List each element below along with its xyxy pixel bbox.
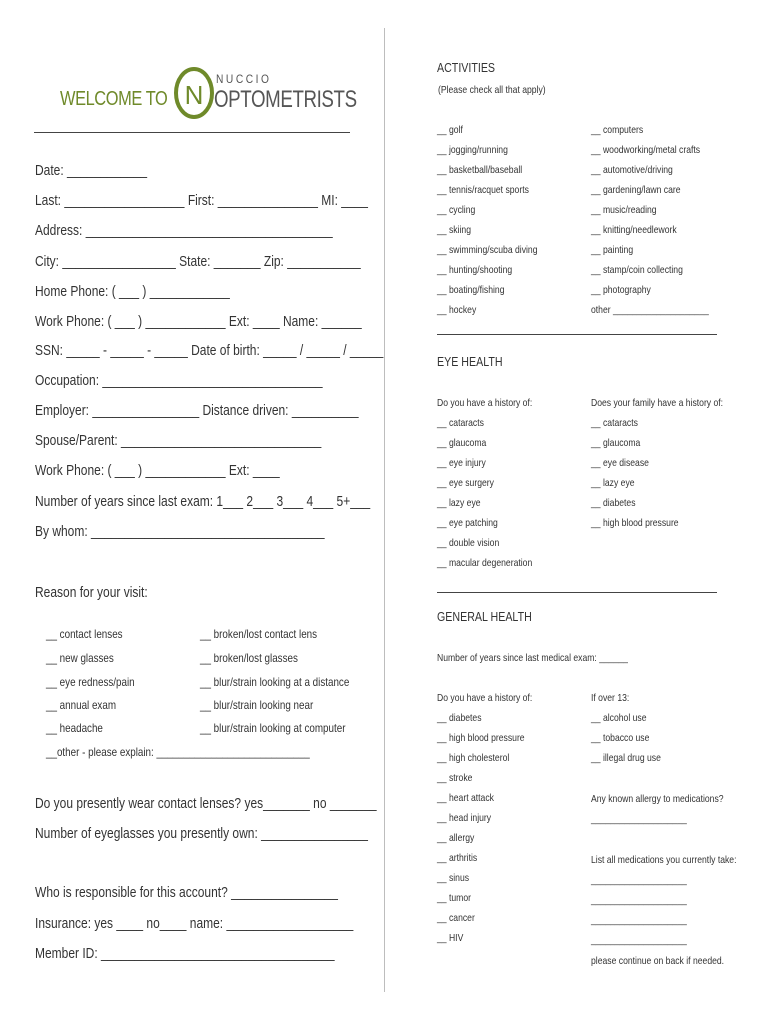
health-history-item[interactable]: __ stroke <box>437 772 473 784</box>
activities-note: (Please check all that apply) <box>438 84 546 96</box>
activity-item[interactable]: __ automotive/driving <box>591 164 673 176</box>
activity-item[interactable]: __ hockey <box>437 304 477 316</box>
logo-welcome-text: WELCOME TO <box>60 88 168 110</box>
spouse-work-phone-field[interactable]: Work Phone: ( ___ ) ____________ Ext: ____ <box>35 462 280 479</box>
activity-item[interactable]: __ skiing <box>437 224 471 236</box>
activities-heading: ACTIVITIES <box>437 60 496 75</box>
section-rule <box>437 592 717 593</box>
over-13-item[interactable]: __ tobacco use <box>591 732 650 744</box>
health-history-item[interactable]: __ HIV <box>437 932 464 944</box>
medications-field[interactable]: ____________________ <box>591 874 687 886</box>
activity-item[interactable]: __ swimming/scuba diving <box>437 244 538 256</box>
header-rule <box>34 132 350 133</box>
general-health-heading: GENERAL HEALTH <box>437 609 532 624</box>
spouse-parent-field[interactable]: Spouse/Parent: ______________________________ <box>35 432 322 449</box>
activity-other-field[interactable]: other ____________________ <box>591 304 709 316</box>
health-history-item[interactable]: __ head injury <box>437 812 492 824</box>
eye-history-heading: Do you have a history of: <box>437 397 533 409</box>
health-history-item[interactable]: __ tumor <box>437 892 471 904</box>
by-whom-field[interactable]: By whom: ___________________________________ <box>35 523 325 540</box>
activity-item[interactable]: __ music/reading <box>591 204 657 216</box>
reason-item[interactable]: __ contact lenses <box>46 627 123 641</box>
activity-item[interactable]: __ painting <box>591 244 634 256</box>
health-history-item[interactable]: __ high cholesterol <box>437 752 510 764</box>
medications-field[interactable]: ____________________ <box>591 934 687 946</box>
health-history-item[interactable]: __ high blood pressure <box>437 732 525 744</box>
activity-item[interactable]: __ woodworking/metal crafts <box>591 144 701 156</box>
family-eye-history-item[interactable]: __ cataracts <box>591 417 638 429</box>
reason-item[interactable]: __ eye redness/pain <box>46 675 135 689</box>
eye-history-item[interactable]: __ double vision <box>437 537 500 549</box>
activity-item[interactable]: __ golf <box>437 124 463 136</box>
work-phone-field[interactable]: Work Phone: ( ___ ) ____________ Ext: ____ Name: ______ <box>35 313 362 330</box>
medications-field[interactable]: ____________________ <box>591 894 687 906</box>
medications-field[interactable]: ____________________ <box>591 914 687 926</box>
eye-history-item[interactable]: __ macular degeneration <box>437 557 533 569</box>
reason-item[interactable]: __ annual exam <box>46 698 117 712</box>
over-13-item[interactable]: __ illegal drug use <box>591 752 661 764</box>
family-eye-history-item[interactable]: __ diabetes <box>591 497 636 509</box>
activity-item[interactable]: __ cycling <box>437 204 476 216</box>
reason-heading: Reason for your visit: <box>35 584 148 601</box>
section-rule <box>437 334 717 335</box>
logo-nuccio-text: NUCCIO <box>216 72 272 86</box>
eye-history-item[interactable]: __ cataracts <box>437 417 484 429</box>
reason-item[interactable]: __ new glasses <box>46 651 114 665</box>
eyeglasses-count-field[interactable]: Number of eyeglasses you presently own: ________________ <box>35 825 368 842</box>
medications-question: List all medications you currently take: <box>591 854 737 866</box>
ssn-dob-fields[interactable]: SSN: _____ - _____ - _____ Date of birth: _____ / _____ / _____ <box>35 342 384 359</box>
eye-history-item[interactable]: __ lazy eye <box>437 497 481 509</box>
city-state-zip-fields[interactable]: City: _________________ State: _______ Zip: ___________ <box>35 253 361 270</box>
allergy-question: Any known allergy to medications? <box>591 793 724 805</box>
reason-item[interactable]: __ broken/lost contact lens <box>200 627 318 641</box>
continue-note: please continue on back if needed. <box>591 955 725 967</box>
health-history-item[interactable]: __ allergy <box>437 832 475 844</box>
employer-field[interactable]: Employer: ________________ Distance driven: __________ <box>35 402 359 419</box>
health-history-item[interactable]: __ cancer <box>437 912 475 924</box>
member-id-field[interactable]: Member ID: ___________________________________ <box>35 945 335 962</box>
reason-item[interactable]: __ blur/strain looking near <box>200 698 314 712</box>
eye-history-item[interactable]: __ glaucoma <box>437 437 487 449</box>
activity-item[interactable]: __ boating/fishing <box>437 284 505 296</box>
allergy-field[interactable]: ____________________ <box>591 813 687 825</box>
column-divider <box>384 28 385 992</box>
name-fields[interactable]: Last: __________________ First: _______________ MI: ____ <box>35 192 368 209</box>
logo-optometrists-text: OPTOMETRISTS <box>214 86 357 113</box>
reason-other-field[interactable]: __other - please explain: ____________________________ <box>46 745 310 759</box>
years-since-exam-field[interactable]: Number of years since last exam: 1___ 2___ 3___ 4___ 5+___ <box>35 493 371 510</box>
activity-item[interactable]: __ hunting/shooting <box>437 264 513 276</box>
eye-health-heading: EYE HEALTH <box>437 354 503 369</box>
reason-item[interactable]: __ blur/strain looking at computer <box>200 721 346 735</box>
health-history-item[interactable]: __ heart attack <box>437 792 494 804</box>
years-since-medical-field[interactable]: Number of years since last medical exam: ______ <box>437 652 628 664</box>
eye-history-item[interactable]: __ eye patching <box>437 517 498 529</box>
responsible-party-field[interactable]: Who is responsible for this account? ________________ <box>35 884 338 901</box>
reason-item[interactable]: __ blur/strain looking at a distance <box>200 675 350 689</box>
health-history-item[interactable]: __ sinus <box>437 872 470 884</box>
health-history-heading: Do you have a history of: <box>437 692 533 704</box>
over-13-heading: If over 13: <box>591 692 630 704</box>
reason-item[interactable]: __ broken/lost glasses <box>200 651 298 665</box>
activity-item[interactable]: __ jogging/running <box>437 144 508 156</box>
address-field[interactable]: Address: _____________________________________ <box>35 222 333 239</box>
family-eye-history-item[interactable]: __ eye disease <box>591 457 649 469</box>
contact-lenses-question[interactable]: Do you presently wear contact lenses? yes_______ no _______ <box>35 795 377 812</box>
date-field[interactable]: Date: ____________ <box>35 162 148 179</box>
family-eye-history-item[interactable]: __ high blood pressure <box>591 517 679 529</box>
activity-item[interactable]: __ photography <box>591 284 651 296</box>
activity-item[interactable]: __ basketball/baseball <box>437 164 523 176</box>
over-13-item[interactable]: __ alcohol use <box>591 712 647 724</box>
reason-item[interactable]: __ headache <box>46 721 103 735</box>
eye-history-item[interactable]: __ eye surgery <box>437 477 494 489</box>
activity-item[interactable]: __ tennis/racquet sports <box>437 184 529 196</box>
family-eye-history-item[interactable]: __ lazy eye <box>591 477 635 489</box>
health-history-item[interactable]: __ diabetes <box>437 712 482 724</box>
health-history-item[interactable]: __ arthritis <box>437 852 478 864</box>
eye-history-item[interactable]: __ eye injury <box>437 457 486 469</box>
family-eye-history-heading: Does your family have a history of: <box>591 397 724 409</box>
insurance-field[interactable]: Insurance: yes ____ no____ name: ___________________ <box>35 915 354 932</box>
occupation-field[interactable]: Occupation: _________________________________ <box>35 372 323 389</box>
logo-mark-icon <box>172 60 216 122</box>
activity-item[interactable]: __ gardening/lawn care <box>591 184 681 196</box>
activity-item[interactable]: __ knitting/needlework <box>591 224 677 236</box>
family-eye-history-item[interactable]: __ glaucoma <box>591 437 641 449</box>
activity-item[interactable]: __ stamp/coin collecting <box>591 264 683 276</box>
activity-item[interactable]: __ computers <box>591 124 644 136</box>
svg-text:N: N <box>184 80 204 110</box>
home-phone-field[interactable]: Home Phone: ( ___ ) ____________ <box>35 283 230 300</box>
